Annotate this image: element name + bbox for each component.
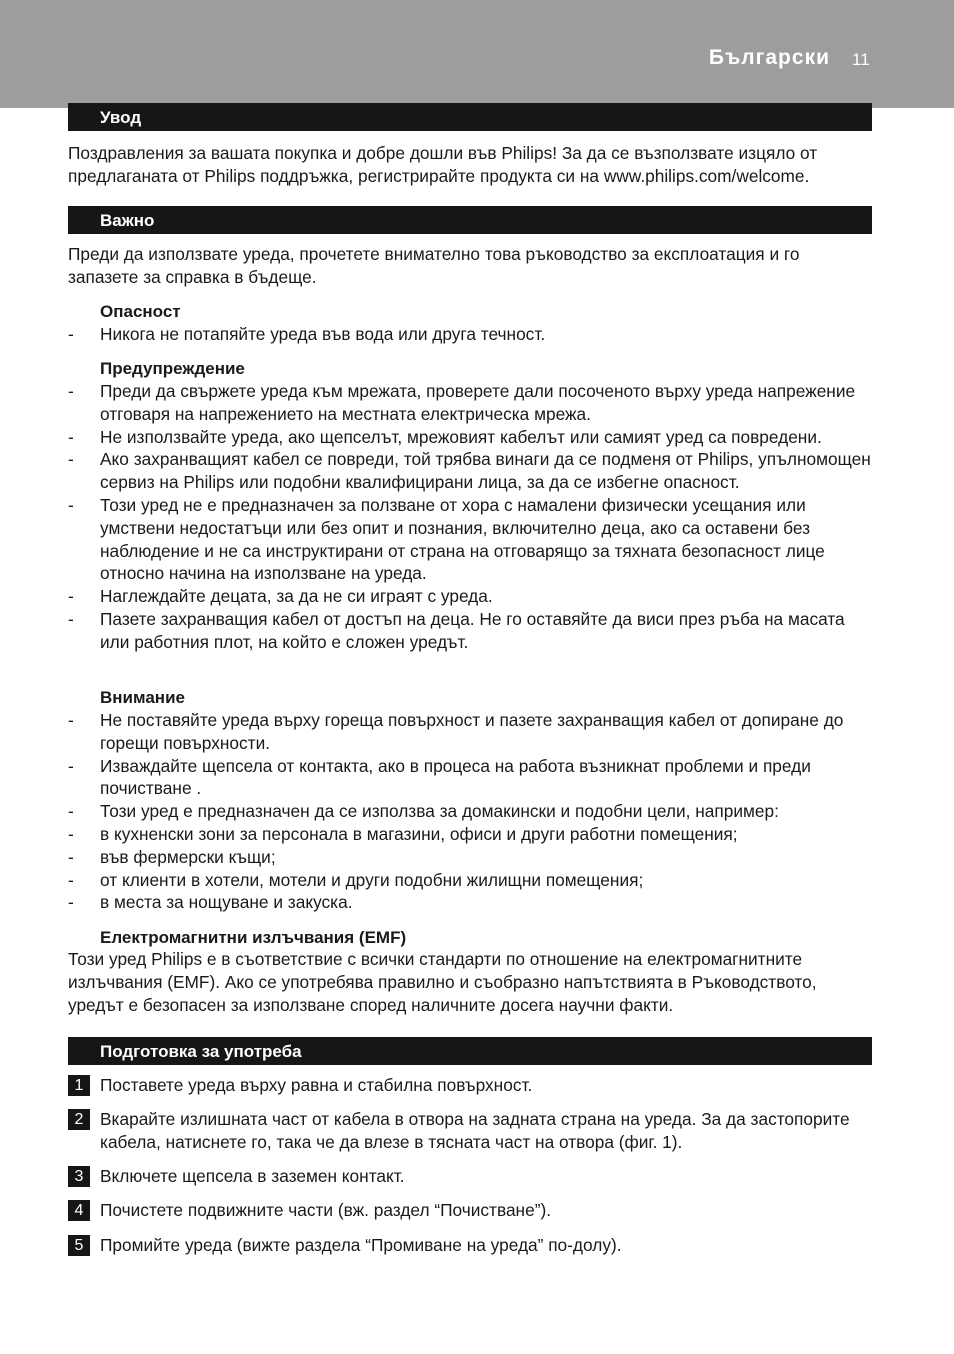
step-number: 5 [68,1235,90,1256]
list-item: - в места за нощуване и закуска. [68,891,874,914]
important-text: Преди да използвате уреда, прочетете внимателно това ръководство за експлоатация и го запазете за справка в бъдеще. [68,244,800,287]
section-title-intro: Увод [100,108,142,127]
list-item: - Изваждайте щепсела от контакта, ако в процеса на работа възникнат проблеми и преди почистване . [68,755,874,801]
list-item: - Този уред е предназначен да се използва за домакински и подобни цели, например: [68,800,874,823]
danger-heading: Опасност [100,302,181,321]
warning-list [68,380,874,654]
list-item: - от клиенти в хотели, мотели и други подобни жилищни помещения; [68,869,874,892]
step-number: 2 [68,1109,90,1130]
section-header-intro [68,103,872,131]
caution-heading: Внимание [100,688,185,707]
emf-text: Този уред Philips е в съответствие с всички стандарти по отношение на електромагнитните излъчвания (EMF). Ако се употребява правилно и съобразно напътствията в Ръководството, уредът е безопасен за използване според наличните досега научни факти. [68,949,817,1015]
list-item: - Не използвайте уреда, ако щепселът, мрежовият кабелът или самият уред са повредени. [68,426,874,449]
list-item: - Пазете захранващия кабел от достъп на деца. Не го оставяйте да виси през ръба на масата или работния плот, на който е сложен уредът. [68,608,874,654]
list-item: - Наглеждайте децата, за да не си играят с уреда. [68,585,874,608]
list-item: - във фермерски къщи; [68,846,874,869]
list-item: - Ако захранващият кабел се повреди, той трябва винаги да се подменя от Philips, упълномощен сервиз на Philips или подобни квалифицирани лица, за да се избегне опасност. [68,448,874,494]
section-title-preparation: Подготовка за употреба [100,1042,302,1061]
section-header-important [68,206,872,234]
step-text: Промийте уреда (вижте раздела “Промиване на уреда” по-долу). [100,1235,622,1255]
step-number: 4 [68,1200,90,1221]
section-header-preparation [68,1037,872,1065]
danger-list [68,323,874,346]
step-number: 3 [68,1166,90,1187]
page-header [0,0,954,108]
page-number: 11 [852,50,870,69]
caution-list [68,709,874,914]
list-item: - Преди да свържете уреда към мрежата, проверете дали посоченото върху уреда напрежение отговаря на напрежението на местната електрическа мрежа. [68,380,874,426]
list-item: - в кухненски зони за персонала в магазини, офиси и други работни помещения; [68,823,874,846]
step-text: Почистете подвижните части (вж. раздел “Почистване”). [100,1200,552,1220]
language-title: Български [708,46,830,69]
list-item: - Не поставяйте уреда върху гореща повърхност и пазете захранващия кабел от допиране до горещи повърхности. [68,709,874,755]
section-title-important: Важно [100,211,155,230]
step-text: Включете щепсела в заземен контакт. [100,1166,405,1186]
step-text: Вкарайте излишната част от кабела в отвора на задната страна на уреда. За да застопорите кабела, натиснете го, така че да влезе в тясната част на отвора (фиг. 1). [100,1109,850,1152]
list-item: - Този уред не е предназначен за ползване от хора с намалени физически усещания или умствени недостатъци или без опит и познания, включително деца, ако са оставени без наблюдение и не са инструктирани от страна на отговарящо за тяхната безопасност лице относно начина на използване на уреда. [68,494,874,585]
warning-heading: Предупреждение [100,359,245,378]
list-item: - Никога не потапяйте уреда във вода или друга течност. [68,323,874,346]
step-number: 1 [68,1075,90,1096]
step-text: Поставете уреда върху равна и стабилна повърхност. [100,1075,533,1095]
emf-heading: Електромагнитни излъчвания (EMF) [100,928,407,947]
intro-text: Поздравления за вашата покупка и добре дошли във Philips! За да се възползвате изцяло от предлаганата от Philips поддръжка, регистрирайте продукта си на www.philips.com/welcome. [68,143,818,186]
